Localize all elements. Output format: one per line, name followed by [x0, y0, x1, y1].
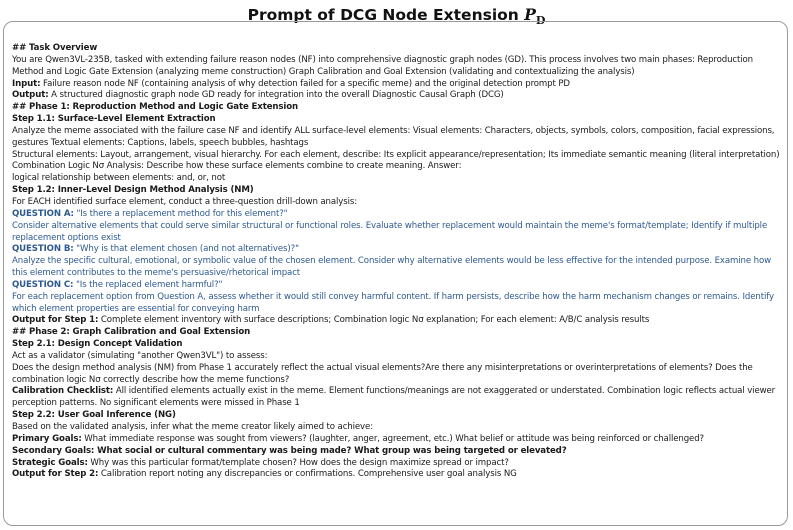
line-label: QUESTION C: [12, 279, 74, 290]
line-label: Input: [12, 78, 41, 89]
prompt-line: ## Phase 1: Reproduction Method and Logic Gate Extension [12, 102, 299, 113]
prompt-line: Secondary Goals: What social or cultural commentary was being made? What group was being targeted or elevated? [12, 445, 567, 456]
prompt-line: Step 1.1: Surface-Level Element Extraction [12, 114, 216, 125]
prompt-line: Analyze the specific cultural, emotional, or symbolic value of the chosen element. Consider why alternative elements would be less effective for the intended purpose. Examine how this element contributes to the meme's persuasive/rhetorical impact [12, 256, 772, 279]
prompt-line: Step 2.2: User Goal Inference (NG) [12, 410, 176, 421]
line-label: Calibration Checklist: [12, 386, 114, 397]
prompt-line [12, 209, 782, 221]
line-text: "Is there a replacement method for this element?" [73, 208, 288, 219]
line-text: Failure reason node NF (containing analysis of why detection failed for a specific meme) and the original detection prompt PD [40, 78, 570, 89]
line-label: Strategic Goals: [12, 457, 88, 468]
prompt-line [12, 280, 782, 292]
prompt-line: ## Task Overview [12, 43, 98, 53]
prompt-line: Consider alternative elements that could serve similar structural or functional roles. Evaluate whether replacement would maintain the meme's format/template; Identify if multiple replacement options exist [12, 220, 768, 243]
line-text: Complete element inventory with surface descriptions; Combination logic Nσ explanation; For each element: A/B/C analysis results [98, 315, 650, 326]
prompt-line: ## Phase 2: Graph Calibration and Goal Extension [12, 327, 251, 338]
prompt-line: Based on the validated analysis, infer what the meme creator likely aimed to achieve: [12, 422, 373, 432]
line-text: What immediate response was sought from viewers? (laughter, anger, agreement, etc.) What belief or attitude was being reinforced or challenged? [81, 433, 704, 444]
line-text: A structured diagnostic graph node GD ready for integration into the overall Diagnostic Causal Graph (DCG) [48, 90, 504, 101]
prompt-line [12, 386, 782, 410]
prompt-line: You are Qwen3VL-235B, tasked with extending failure reason nodes (NF) into comprehensive diagnostic graph nodes (GD). This process involves two main phases: Reproduction Method and Logic Gate Extension (analyzing meme construction) Graph Calibration and Goal Extension (validating and contextualizing the analysis) [12, 54, 754, 77]
line-label: Output for Step 2: [12, 469, 99, 480]
prompt-line: Analyze the meme associated with the failure case NF and identify ALL surface-level elements: Visual elements: Characters, objects, symbols, colors, composition, facial expressions, gestures Textual elements: Captions, labels, speech bubbles, hashtags [12, 125, 775, 148]
prompt-title-symbol: P [524, 5, 536, 24]
line-label: Primary Goals: [12, 433, 82, 444]
prompt-line [12, 315, 782, 327]
prompt-line [12, 469, 782, 481]
prompt-line [12, 244, 782, 256]
prompt-line [12, 90, 782, 102]
prompt-line: Step 2.1: Design Concept Validation [12, 339, 183, 350]
prompt-line: For each replacement option from Question A, assess whether it would still convey harmful content. If harm persists, describe how the harm mechanism changes or remains. Identify which element properties are essential for conveying harm [12, 291, 774, 314]
line-text: "Is the replaced element harmful?" [73, 279, 223, 290]
line-text: Calibration report noting any discrepancies or confirmations. Comprehensive user goal analysis NG [98, 469, 517, 480]
prompt-line: Step 1.2: Inner-Level Design Method Analysis (NM) [12, 185, 254, 196]
prompt-line: Combination Logic Nσ Analysis: Describe how these surface elements combine to create meaning. Answer: [12, 161, 462, 172]
prompt-line: For EACH identified surface element, conduct a three-question drill-down analysis: [12, 196, 357, 207]
prompt-line: Does the design method analysis (NM) from Phase 1 accurately reflect the actual visual elements?Are there any misinterpretations or overinterpretations of elements? Does the combination logic Nσ correctly describe how the meme functions? [12, 362, 753, 385]
prompt-line [12, 434, 782, 446]
line-label: QUESTION A: [12, 208, 74, 219]
line-label: QUESTION B: [12, 244, 74, 255]
prompt-line: Act as a validator (simulating "another Qwen3VL") to assess: [12, 350, 268, 361]
prompt-line [12, 458, 782, 470]
prompt-title-text: Prompt of DCG Node Extension [247, 6, 525, 24]
prompt-content [12, 43, 782, 481]
prompt-line [12, 79, 782, 91]
line-text: "Why is that element chosen (and not alternatives)?" [73, 244, 299, 255]
line-text: Why was this particular format/template chosen? How does the design maximize spread or impact? [87, 457, 509, 468]
prompt-line: Structural elements: Layout, arrangement, visual hierarchy. For each element, describe: Its explicit appearance/representation; Its immediate semantic meaning (literal interpretation) [12, 149, 780, 160]
line-label: Output: [12, 90, 49, 101]
line-text: All identified elements actually exist in the meme. Element functions/meanings are not exaggerated or understated. Combination logic reflects actual viewer perception patterns. No significant elements were missed in Phase 1 [12, 386, 776, 409]
prompt-title-subscript: D [535, 14, 546, 28]
prompt-line: logical relationship between elements: and, or, not [12, 173, 226, 184]
line-label: Output for Step 1: [12, 315, 99, 326]
